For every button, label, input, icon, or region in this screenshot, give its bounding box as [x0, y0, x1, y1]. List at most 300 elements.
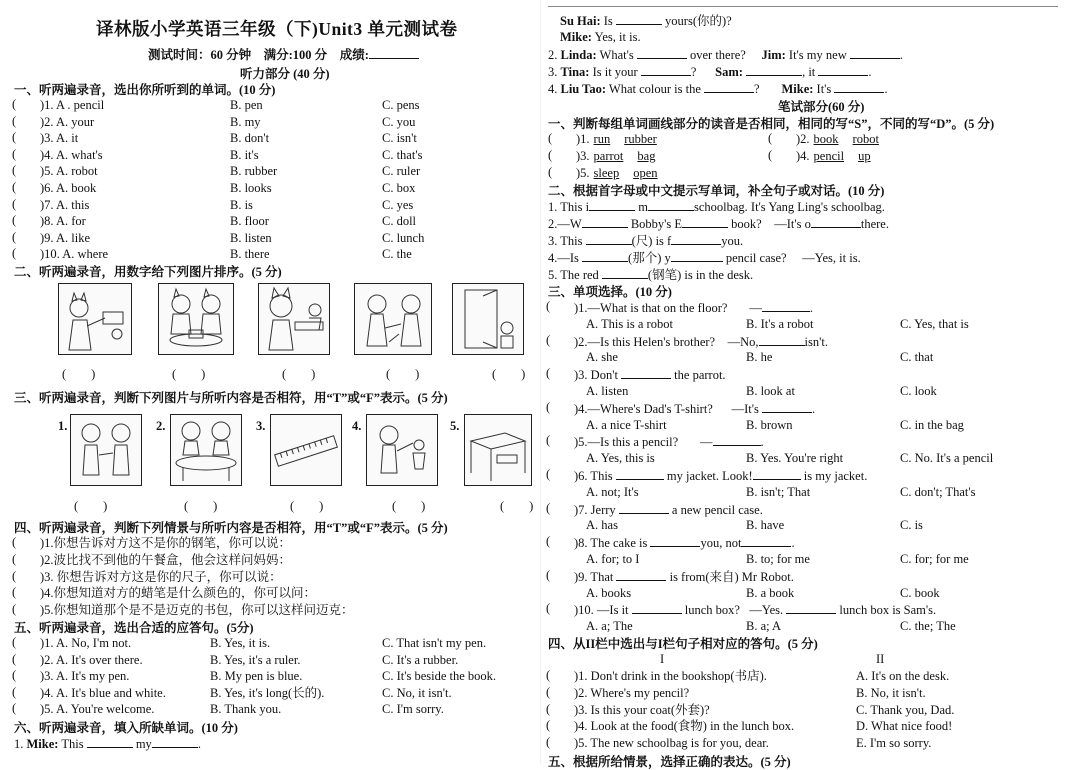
line-number: 2. [548, 48, 558, 62]
option-a: )7. A. this [40, 197, 90, 212]
question [574, 400, 815, 417]
answer-paren[interactable]: ( [546, 366, 551, 381]
answer-paren[interactable]: ( ) [386, 367, 420, 381]
sec3-num-2: 2. [156, 419, 166, 433]
match-left: )5. The new schoolbag is for you, dear. [574, 736, 769, 751]
question-text: )1.—What is that on the floor? [574, 301, 728, 315]
match-right: D. What nice food! [856, 719, 953, 734]
match-right: B. No, it isn't. [856, 685, 926, 700]
sec1-heading: 一、听两遍录音，选出你所听到的单词。(10 分) [14, 83, 276, 97]
answer-paren[interactable]: ( [768, 148, 773, 162]
line-number: 1. [14, 737, 24, 751]
answer-paren[interactable]: ( [12, 535, 17, 549]
question-text: . [812, 401, 816, 416]
text: (那个) y [628, 251, 671, 265]
answer-paren[interactable]: ( [12, 130, 17, 145]
scenario-text: )3. 你想告诉对方这是你的尺子，你可以说： [40, 569, 282, 584]
word-pair [576, 165, 658, 181]
option-a: )4. A. what's [40, 147, 103, 162]
answer-blank[interactable] [616, 568, 666, 581]
answer-paren[interactable]: ( [12, 602, 17, 617]
speaker: Su Hai: [560, 14, 601, 28]
answer-blank[interactable] [786, 601, 836, 614]
question-text: . [809, 301, 813, 315]
item-number: )1. [576, 132, 590, 146]
text: schoolbag. It's Yang Ling's schoolbag. [693, 200, 885, 214]
question-text: lunch box is Sam's. [839, 603, 937, 618]
option-b: B. don't [230, 131, 270, 146]
option-a: A. she [586, 350, 618, 365]
speaker: Mike: [560, 30, 592, 44]
question-text: my jacket. Look! [666, 469, 753, 483]
answer-blank[interactable] [648, 198, 694, 211]
answer-blank[interactable] [602, 266, 648, 279]
question-text: lunch box? [684, 603, 740, 618]
option-a: A. books [586, 585, 632, 600]
answer-paren[interactable]: ( ) [62, 367, 96, 381]
sec3-heading: 三、听两遍录音，判断下列图片与所听内容是否相符，用“T”或“F”表示。(5 分) [14, 391, 448, 405]
option-c: C. that's [382, 147, 423, 162]
answer-paren[interactable]: ( [546, 735, 551, 750]
answer-paren[interactable]: ( [12, 701, 17, 716]
answer-paren[interactable]: ( [12, 180, 17, 194]
speaker: Tina: [560, 65, 590, 79]
text: m [638, 200, 648, 214]
answer-paren[interactable]: ( ) [492, 367, 526, 381]
text: Is [603, 14, 613, 28]
option-b: B. rubber [230, 164, 278, 179]
text: my [135, 737, 152, 751]
option-a: )5. A. robot [40, 164, 98, 179]
answer-paren[interactable]: ( ) [282, 367, 316, 381]
question [574, 333, 828, 350]
match-left: )2. Where's my pencil? [574, 685, 690, 700]
answer-blank[interactable] [586, 232, 632, 245]
question-text: a new pencil case. [671, 502, 763, 517]
answer-blank[interactable] [87, 735, 133, 748]
answer-paren[interactable]: ( ) [290, 499, 324, 513]
answer-paren[interactable]: ( [546, 500, 551, 515]
question-text: )8. The cake is [574, 536, 648, 551]
question [574, 366, 726, 383]
option-c: C. the [382, 247, 412, 262]
exam-time: 测试时间：60 分钟 [148, 48, 252, 62]
word: run [593, 132, 611, 146]
sec2-heading: 二、听两遍录音，用数字给下列图片排序。(5 分) [14, 265, 282, 279]
answer-paren[interactable]: ( ) [184, 499, 218, 513]
answer-blank[interactable] [834, 80, 884, 93]
text: yours(你的)? [665, 14, 732, 28]
text: there. [860, 217, 889, 231]
option-b: B. It's a robot [746, 316, 814, 331]
option-b: B. a book [746, 585, 795, 600]
sec6-heading: 六、听两遍录音，填入所缺单词。(10 分) [14, 721, 238, 735]
listening-part-label: 听力部分 (40 分) [240, 67, 330, 81]
match-right: C. Thank you, Dad. [856, 702, 955, 717]
option-a: )4. A. It's blue and white. [40, 685, 166, 700]
right-line-suhai [560, 12, 732, 29]
text: . [884, 82, 888, 96]
speaker: Mike: [781, 82, 814, 96]
option-a: )2. A. It's over there. [40, 652, 143, 667]
answer-blank[interactable] [621, 366, 671, 379]
answer-blank[interactable] [682, 215, 728, 228]
answer-paren[interactable]: ( [546, 668, 551, 682]
answer-paren[interactable]: ( [12, 585, 17, 600]
answer-paren[interactable]: ( [546, 701, 551, 716]
word-pair [576, 131, 657, 147]
question [574, 534, 795, 551]
question [574, 433, 764, 450]
option-c: C. box [382, 181, 416, 195]
option-b: B. My pen is blue. [210, 669, 303, 684]
match-left: )1. Don't drink in the bookshop(书店). [574, 669, 767, 683]
answer-paren[interactable]: ( [12, 213, 17, 228]
right-line-2 [548, 46, 903, 63]
question-text: isn't. [804, 334, 828, 349]
text: pencil case? [725, 251, 787, 265]
rsec4-col-ii: II [876, 652, 885, 666]
sec3-num-5: 5. [450, 419, 460, 433]
sec6-line-1 [14, 735, 201, 752]
answer-paren[interactable]: ( [12, 635, 17, 649]
word: book [813, 132, 839, 146]
text: . [899, 48, 903, 62]
answer-paren[interactable]: ( [546, 567, 551, 582]
sec2-picture-3 [258, 283, 330, 355]
right-line-4 [548, 80, 888, 97]
option-a: )6. A. book [40, 181, 97, 195]
answer-paren[interactable]: ( [12, 551, 17, 566]
line-number: 4. [548, 82, 558, 96]
option-a: A. Yes, this is [586, 451, 655, 466]
sec3-picture-3 [270, 414, 342, 486]
text: ? [690, 65, 697, 79]
option-c: C. ruler [382, 164, 421, 179]
text: It's my new [788, 48, 847, 62]
option-c: C. pens [382, 98, 420, 112]
option-c: C. that [900, 350, 934, 365]
rsec2-heading: 二、根据首字母或中文提示写单词，补全句子或对话。(10 分) [548, 184, 885, 198]
speaker: Jim: [761, 48, 786, 62]
exam-result: 成绩: [339, 48, 369, 62]
exam-info [148, 46, 419, 63]
answer-paren[interactable]: ( [546, 399, 551, 414]
text: —It's o [774, 217, 811, 231]
speaker: Liu Tao: [560, 82, 607, 96]
item-number: )4. [796, 149, 810, 163]
scenario-text: )5.你想知道那个是不是迈克的书包，你可以这样问迈克： [40, 603, 354, 618]
option-b: B. have [746, 518, 785, 533]
option-c: C. for; for me [900, 552, 969, 566]
question-text: —Yes. [749, 603, 784, 618]
answer-blank[interactable] [671, 249, 723, 262]
option-c: C. No, it isn't. [382, 685, 452, 700]
question-text: )5.—Is this a pencil? [574, 435, 679, 450]
answer-paren[interactable]: ( [12, 163, 17, 178]
sec5-heading: 五、听两遍录音，选出合适的应答句。(5分) [14, 621, 254, 635]
answer-paren[interactable]: ( [546, 332, 551, 347]
speaker: Linda: [560, 48, 597, 62]
question-text: )10. —Is it [574, 603, 629, 618]
text: it [808, 65, 816, 79]
answer-paren[interactable]: ( [12, 684, 17, 699]
word: rubber [624, 132, 657, 146]
answer-paren[interactable]: ( ) [500, 499, 534, 513]
answer-blank[interactable] [616, 467, 664, 480]
answer-blank[interactable] [762, 299, 810, 312]
option-b: B. brown [746, 417, 793, 432]
sec2-picture-2 [158, 283, 234, 355]
answer-paren[interactable]: ( [546, 601, 551, 616]
question-text: —No, [727, 334, 759, 349]
text: What's [599, 48, 634, 62]
question-text: )6. This [574, 469, 613, 483]
text: 1. This i [548, 200, 590, 214]
exam-score: 满分:100 分 [263, 48, 328, 62]
answer-paren[interactable]: ( [546, 534, 551, 549]
text: book? [731, 217, 762, 231]
text: 3. This [548, 234, 583, 248]
option-c: C. the; The [900, 619, 956, 634]
option-a: )10. A. where [40, 247, 109, 262]
answer-blank[interactable] [811, 215, 861, 228]
question-text: is from(来自) Mr Robot. [669, 569, 794, 584]
rsec1-heading: 一、判断每组单词画线部分的读音是否相同，相同的写“S”，不同的写“D”。(5 分) [548, 117, 995, 131]
match-left: )3. Is this your coat(外套)? [574, 702, 710, 717]
answer-paren[interactable]: ( [768, 131, 773, 145]
question [574, 299, 813, 316]
text: , [802, 65, 806, 79]
answer-blank[interactable] [641, 63, 691, 76]
text: It's [816, 82, 832, 96]
text: (钢笔) is in the desk. [647, 268, 754, 282]
question-text: )2.—Is this Helen's brother? [574, 334, 716, 349]
rsec3-heading: 三、单项选择。(10 分) [548, 285, 672, 299]
rsec4-col-i: I [660, 652, 665, 666]
text: What colour is the [608, 82, 701, 96]
text: over there? [689, 48, 746, 62]
option-c: C. That isn't my pen. [382, 636, 487, 650]
option-b: B. a; A [746, 619, 782, 634]
question-text: )9. That [574, 569, 614, 584]
option-b: B. Yes, it's long(长的). [210, 685, 325, 700]
answer-paren[interactable]: ( ) [392, 499, 426, 513]
option-c: C. Yes, that is [900, 316, 969, 331]
answer-paren[interactable]: ( [12, 196, 17, 211]
option-b: B. look at [746, 384, 795, 398]
option-a: A. listen [586, 384, 629, 398]
answer-blank[interactable] [671, 232, 721, 245]
text: Is it your [592, 65, 638, 79]
question [574, 501, 763, 518]
option-b: B. isn't; That [746, 484, 811, 499]
speaker: Sam: [715, 65, 743, 79]
option-a: A. This is a robot [586, 316, 673, 331]
option-a: )5. A. You're welcome. [40, 702, 155, 717]
answer-paren[interactable]: ( [12, 246, 17, 261]
rsec2-line-4 [548, 249, 861, 266]
option-b: B. my [230, 114, 261, 129]
answer-blank[interactable] [619, 501, 669, 514]
option-a: A. for; to I [586, 552, 640, 566]
scenario-text: )1.你想告诉对方这不是你的钢笔，你可以说： [40, 536, 292, 550]
option-c: C. I'm sorry. [382, 702, 444, 717]
option-b: B. is [230, 197, 253, 212]
right-line-mike [560, 29, 641, 45]
option-b: B. it's [230, 147, 259, 162]
sec3-picture-5 [464, 414, 532, 486]
option-c: C. book [900, 585, 940, 600]
answer-paren[interactable]: ( [12, 229, 17, 244]
rsec4-heading: 四、从II栏中选出与I栏句子相对应的答句。(5 分) [548, 637, 818, 651]
answer-blank[interactable] [637, 46, 687, 59]
match-right: A. It's on the desk. [856, 669, 950, 683]
answer-paren[interactable]: ( [12, 568, 17, 583]
question [574, 467, 867, 484]
option-b: B. listen [230, 230, 272, 245]
text: Bobby's E [630, 217, 683, 231]
top-rule [548, 6, 1058, 7]
option-c: C. It's beside the book. [382, 669, 497, 684]
answer-blank[interactable] [650, 534, 700, 547]
answer-paren[interactable]: ( ) [172, 367, 206, 381]
rsec2-line-2 [548, 215, 889, 232]
text: . [868, 65, 872, 79]
item-number: )5. [576, 166, 590, 180]
option-c: C. in the bag [900, 417, 964, 432]
option-a: )3. A. it [40, 131, 79, 146]
option-a: )8. A. for [40, 214, 86, 229]
speaker: Mike: [26, 737, 59, 751]
rsec2-line-1 [548, 198, 885, 215]
text: ? [754, 82, 760, 96]
answer-paren[interactable]: ( [548, 131, 553, 145]
rsec2-line-3 [548, 232, 743, 249]
match-right: E. I'm so sorry. [856, 736, 932, 751]
option-b: B. pen [230, 98, 263, 112]
answer-blank[interactable] [759, 333, 805, 346]
answer-blank[interactable] [746, 63, 802, 76]
text: This [61, 737, 84, 751]
option-c: C. yes [382, 197, 414, 212]
answer-paren[interactable]: ( [548, 165, 553, 179]
answer-paren[interactable]: ( [548, 148, 553, 162]
option-c: C. isn't [382, 131, 417, 146]
question-text: . [760, 435, 764, 450]
text: —Yes, it is. [802, 251, 861, 265]
sec3-picture-4 [366, 414, 438, 486]
option-b: B. there [230, 247, 270, 262]
option-a: )1. A . pencil [40, 98, 105, 112]
word: robot [852, 132, 879, 146]
question-text: the parrot. [674, 368, 726, 383]
word: pencil [813, 149, 845, 163]
option-b: B. Thank you. [210, 702, 282, 717]
result-blank[interactable] [369, 46, 419, 59]
answer-blank[interactable] [632, 601, 682, 614]
sec3-picture-2 [170, 414, 242, 486]
sec3-num-4: 4. [352, 419, 362, 433]
answer-blank[interactable] [704, 80, 754, 93]
text: 2.—W [548, 217, 582, 231]
answer-paren[interactable]: ( [12, 113, 17, 128]
answer-blank[interactable] [741, 534, 791, 547]
answer-paren[interactable]: ( [546, 299, 551, 313]
sec2-picture-4 [354, 283, 432, 355]
answer-blank[interactable] [589, 198, 635, 211]
option-b: B. floor [230, 214, 269, 229]
answer-blank[interactable] [616, 12, 662, 25]
option-a: )2. A. your [40, 114, 95, 129]
option-c: C. is [900, 518, 923, 533]
word-pair [576, 148, 655, 164]
option-b: B. to; for me [746, 552, 810, 566]
right-line-3 [548, 63, 872, 80]
option-a: )1. A. No, I'm not. [40, 636, 132, 650]
option-a: )3. A. It's my pen. [40, 669, 130, 684]
text: you. [721, 234, 744, 248]
question [574, 568, 794, 585]
rsec5-heading: 五、根据所给情景，选择正确的表达。(5 分) [548, 755, 791, 769]
word-pair [796, 148, 871, 164]
sec3-num-3: 3. [256, 419, 266, 433]
item-number: )2. [796, 132, 810, 146]
answer-blank[interactable] [152, 735, 198, 748]
question-text: —It's [731, 401, 759, 416]
option-a: )9. A. like [40, 230, 90, 245]
answer-blank[interactable] [762, 400, 812, 413]
answer-paren[interactable]: ( [12, 97, 17, 111]
answer-paren[interactable]: ( ) [74, 499, 108, 513]
answer-paren[interactable]: ( [546, 718, 551, 733]
word: sleep [593, 166, 620, 180]
sec2-picture-1 [58, 283, 132, 355]
sec2-picture-5 [452, 283, 524, 355]
word: open [633, 166, 658, 180]
option-c: C. It's a rubber. [382, 652, 459, 667]
question-text: you, not [700, 536, 742, 551]
answer-blank[interactable] [850, 46, 900, 59]
answer-paren[interactable]: ( [12, 146, 17, 161]
answer-paren[interactable]: ( [12, 668, 17, 683]
line-number: 3. [548, 65, 558, 79]
answer-blank[interactable] [753, 467, 801, 480]
answer-blank[interactable] [582, 215, 628, 228]
option-b: B. Yes. You're right [746, 451, 844, 466]
answer-blank[interactable] [582, 249, 628, 262]
answer-blank[interactable] [818, 63, 868, 76]
option-c: C. look [900, 384, 937, 398]
option-c: C. you [382, 114, 416, 129]
answer-paren[interactable]: ( [546, 433, 551, 448]
text: 4.—Is [548, 251, 579, 265]
text: Yes, it is. [594, 30, 641, 44]
answer-paren[interactable]: ( [546, 684, 551, 699]
option-b: B. Yes, it's a ruler. [210, 652, 301, 667]
sec3-picture-1 [70, 414, 142, 486]
word-pair [796, 131, 879, 147]
answer-paren[interactable]: ( [12, 651, 17, 666]
option-b: B. Yes, it is. [210, 636, 271, 650]
question-text: — [700, 435, 713, 450]
question-text: is my jacket. [803, 469, 868, 483]
answer-blank[interactable] [713, 433, 761, 446]
text: 5. The red [548, 268, 599, 282]
scenario-text: )4.你想知道对方的蜡笔是什么颜色的，你可以问： [40, 586, 317, 601]
answer-paren[interactable]: ( [546, 467, 551, 481]
match-left: )4. Look at the food(食物) in the lunch box. [574, 719, 795, 734]
